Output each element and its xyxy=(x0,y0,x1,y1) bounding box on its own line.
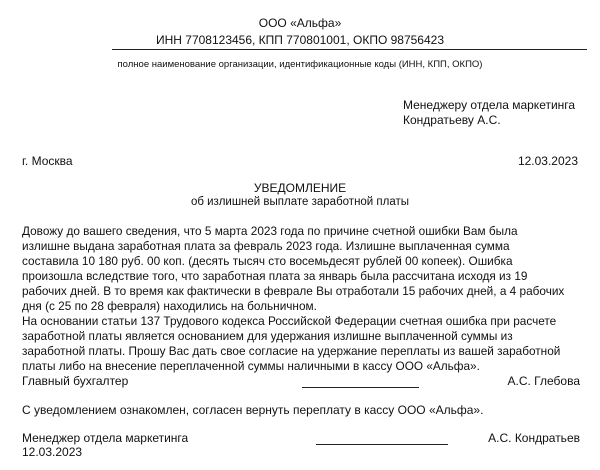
organization-codes: ИНН 7708123456, КПП 770801001, ОКПО 98756423 xyxy=(155,33,444,47)
accountant-signature-line xyxy=(302,387,419,388)
manager-signature-line xyxy=(316,444,448,445)
addressee-name: Кондратьеву А.С. xyxy=(403,113,501,127)
organization-name: ООО «Альфа» xyxy=(258,16,342,30)
body-line: платы либо на внесение переплаченной суммы наличными в кассу ООО «Альфа». xyxy=(22,359,480,373)
accountant-role: Главный бухгалтер xyxy=(22,374,129,388)
body-line: Довожу до вашего сведения, что 5 марта 2023 года по причине счетной ошибки Вам была xyxy=(22,224,518,238)
document-city: г. Москва xyxy=(22,154,73,168)
organization-caption: полное наименование организации, идентификационные коды (ИНН, КПП, ОКПО) xyxy=(117,59,483,70)
manager-role: Менеджер отдела маркетинга xyxy=(22,431,189,445)
accountant-name: А.С. Глебова xyxy=(507,374,580,388)
addressee-position: Менеджеру отдела маркетинга xyxy=(403,98,576,112)
body-line: На основании статьи 137 Трудового кодекса Российской Федерации счетная ошибка при расчете xyxy=(22,314,557,328)
body-line: заработной платы является основанием для удержания излишне выплаченной суммы из xyxy=(22,329,513,343)
document-subtitle: об излишней выплате заработной платы xyxy=(190,196,410,208)
acknowledgement-text: С уведомлением ознакомлен, согласен вернуть переплату в кассу ООО «Альфа». xyxy=(22,403,484,417)
header-underline xyxy=(112,49,587,50)
manager-name: А.С. Кондратьев xyxy=(488,431,580,445)
body-line: дня (с 25 по 28 февраля) находились на больничном. xyxy=(22,299,317,313)
document-date: 12.03.2023 xyxy=(517,154,578,168)
accountant-signature-row xyxy=(22,374,580,390)
document-title: УВЕДОМЛЕНИЕ xyxy=(253,181,347,195)
body-line: рабочих дней. В то время как фактически в феврале Вы отработали 15 рабочих дней, а 4 рабочих xyxy=(22,284,565,298)
body-line: заработной платы. Прошу Вас дать свое согласие на удержание переплаты из вашей заработной xyxy=(22,344,561,358)
body-line: составила 10 180 руб. 00 коп. (десять тысяч сто восемьдесят рублей 00 копеек). Ошибка xyxy=(22,254,513,268)
notice-body xyxy=(22,224,582,374)
manager-signature-row xyxy=(22,431,580,447)
body-line: произошла вследствие того, что заработная плата за январь была рассчитана исходя из 19 xyxy=(22,269,528,283)
body-line: излишне выдана заработная плата за февраль 2023 года. Излишне выплаченная сумма xyxy=(22,239,510,253)
acknowledgement-date: 12.03.2023 xyxy=(22,445,83,459)
